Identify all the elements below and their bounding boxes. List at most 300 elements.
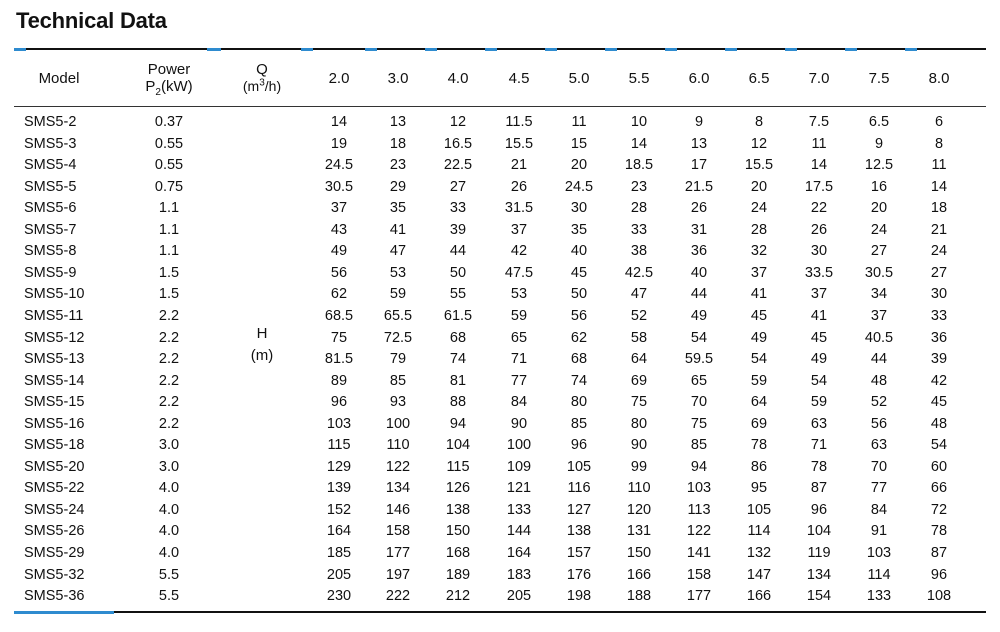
head-value-cell: 11 — [811, 135, 827, 152]
head-value-cell: 56 — [330, 264, 348, 281]
head-value-cell: 77 — [510, 372, 528, 389]
head-value-cell: 16.5 — [443, 135, 473, 152]
header-flow-value: 5.0 — [568, 70, 590, 87]
accent-tick — [365, 48, 377, 51]
head-value-cell: 59 — [810, 394, 828, 411]
model-cell: SMS5-20 — [24, 458, 85, 475]
head-value-cell: 23 — [630, 178, 648, 195]
header-divider — [14, 106, 986, 107]
head-value-cell: 21.5 — [684, 178, 714, 195]
power-cell: 1.5 — [158, 286, 180, 303]
head-value-cell: 189 — [445, 566, 471, 583]
header-flow-unit: $(m^3/h)$ — [242, 77, 282, 94]
page-title: Technical Data — [16, 8, 167, 33]
head-value-cell: 13 — [690, 135, 708, 152]
head-value-cell: 129 — [326, 458, 352, 475]
head-value-cell: 65 — [690, 372, 708, 389]
head-value-cell: 96 — [570, 437, 588, 454]
head-value-cell: 37 — [330, 200, 348, 217]
model-cell: SMS5-29 — [24, 545, 85, 561]
head-value-cell: 103 — [686, 480, 712, 497]
head-value-cell: 36 — [690, 243, 708, 260]
head-value-cell: 28 — [750, 221, 768, 238]
head-value-cell: 26 — [510, 178, 528, 195]
head-value-cell: 10 — [630, 114, 648, 130]
head-value-cell: 100 — [506, 437, 532, 454]
head-value-cell: 14 — [810, 157, 828, 174]
head-value-cell: 205 — [506, 588, 532, 605]
head-value-cell: 72.5 — [383, 329, 413, 346]
head-value-cell: 133 — [506, 501, 532, 518]
model-cell: SMS5-10 — [24, 286, 85, 303]
head-value-cell: 177 — [686, 588, 712, 605]
accent-tick — [845, 48, 857, 51]
head-value-cell: 40.5 — [864, 329, 894, 346]
head-value-cell: 185 — [326, 545, 352, 561]
head-value-cell: 222 — [385, 588, 411, 605]
head-value-cell: 138 — [445, 501, 471, 518]
head-value-cell: 41 — [389, 221, 407, 238]
model-cell: SMS5-24 — [24, 501, 85, 518]
head-value-cell: 85 — [570, 415, 588, 432]
head-value-cell: 54 — [930, 437, 948, 454]
head-value-cell: 50 — [449, 264, 467, 281]
head-value-cell: 164 — [506, 545, 532, 561]
head-value-cell: 105 — [746, 501, 772, 518]
head-value-cell: 18 — [930, 200, 948, 217]
head-value-cell: 104 — [806, 523, 832, 540]
head-value-cell: 197 — [385, 566, 411, 583]
head-value-cell: 81 — [449, 372, 467, 389]
head-value-cell: 66 — [930, 480, 948, 497]
head-value-cell: 81.5 — [324, 351, 354, 368]
head-value-cell: 89 — [330, 372, 348, 389]
head-value-cell: 154 — [806, 588, 832, 605]
head-value-cell: 11.5 — [505, 114, 533, 130]
header-power-unit: $P_2(kW)$ — [145, 78, 193, 98]
head-value-cell: 133 — [866, 588, 892, 605]
head-value-cell: 24.5 — [324, 157, 354, 174]
head-value-cell: 30 — [570, 200, 588, 217]
head-value-cell: 59 — [750, 372, 768, 389]
model-cell: SMS5-15 — [24, 394, 85, 411]
accent-tick — [14, 48, 26, 51]
head-value-cell: 24 — [870, 221, 888, 238]
power-cell: 5.5 — [158, 588, 180, 605]
head-value-cell: 177 — [385, 545, 411, 561]
head-value-cell: 48 — [870, 372, 888, 389]
head-value-cell: 87 — [930, 545, 948, 561]
header-flow-value: 7.5 — [868, 70, 890, 87]
head-value-cell: 6.5 — [868, 114, 890, 130]
head-value-cell: 75 — [630, 394, 648, 411]
power-cell: 0.75 — [154, 178, 184, 195]
head-value-cell: 39 — [930, 351, 948, 368]
power-cell: 2.2 — [158, 372, 180, 389]
head-value-cell: 122 — [385, 458, 411, 475]
head-value-cell: 37 — [750, 264, 768, 281]
head-value-cell: 68 — [449, 329, 467, 346]
model-cell: SMS5-14 — [24, 372, 85, 389]
head-value-cell: 22.5 — [443, 157, 473, 174]
model-cell: SMS5-32 — [24, 566, 85, 583]
head-value-cell: 24 — [750, 200, 768, 217]
head-value-cell: 18.5 — [624, 157, 654, 174]
head-value-cell: 56 — [870, 415, 888, 432]
head-value-cell: 35 — [389, 200, 407, 217]
header-flow-value: 4.0 — [447, 70, 469, 87]
head-value-cell: 94 — [690, 458, 708, 475]
head-value-cell: 230 — [326, 588, 352, 605]
power-cell: 3.0 — [158, 458, 180, 475]
head-value-cell: 29 — [389, 178, 407, 195]
head-value-cell: 42 — [930, 372, 948, 389]
head-value-cell: 12 — [449, 114, 467, 130]
head-value-cell: 14 — [930, 178, 948, 195]
head-value-cell: 104 — [445, 437, 471, 454]
head-value-cell: 27 — [449, 178, 467, 195]
head-value-cell: 164 — [326, 523, 352, 540]
head-value-cell: 15 — [570, 135, 588, 152]
head-value-cell: 95 — [750, 480, 768, 497]
head-value-cell: 100 — [385, 415, 411, 432]
head-value-cell: 21 — [930, 221, 948, 238]
head-value-cell: 30 — [930, 286, 948, 303]
head-value-cell: 58 — [630, 329, 648, 346]
model-cell: SMS5-6 — [24, 200, 77, 217]
head-value-cell: 59.5 — [684, 351, 714, 368]
head-value-cell: 72 — [930, 501, 948, 518]
head-value-cell: 8 — [934, 135, 944, 152]
head-value-cell: 50 — [570, 286, 588, 303]
head-value-cell: 45 — [810, 329, 828, 346]
header-flow-value: 5.5 — [628, 70, 650, 87]
head-value-cell: 60 — [930, 458, 948, 475]
head-value-cell: 158 — [686, 566, 712, 583]
head-value-cell: 49 — [750, 329, 768, 346]
head-value-cell: 12.5 — [864, 157, 894, 174]
power-cell: 1.1 — [158, 221, 180, 238]
head-value-cell: 14 — [630, 135, 648, 152]
head-value-cell: 85 — [389, 372, 407, 389]
head-value-cell: 176 — [566, 566, 592, 583]
head-value-cell: 12 — [750, 135, 768, 152]
head-value-cell: 110 — [627, 480, 651, 497]
header-flow-value: 6.0 — [688, 70, 710, 87]
head-value-cell: 63 — [870, 437, 888, 454]
head-value-cell: 139 — [326, 480, 352, 497]
head-value-cell: 42 — [510, 243, 528, 260]
head-value-cell: 87 — [810, 480, 828, 497]
accent-tick — [425, 48, 437, 51]
head-value-cell: 91 — [870, 523, 888, 540]
head-value-cell: 52 — [630, 307, 648, 324]
head-value-cell: 68.5 — [324, 307, 354, 324]
head-value-cell: 45 — [930, 394, 948, 411]
head-value-cell: 93 — [389, 394, 407, 411]
head-value-cell: 9 — [874, 135, 884, 152]
head-value-cell: 84 — [510, 394, 528, 411]
head-value-cell: 90 — [510, 415, 528, 432]
head-value-cell: 38 — [630, 243, 648, 260]
head-value-cell: 49 — [690, 307, 708, 324]
head-value-cell: 84 — [870, 501, 888, 518]
head-value-cell: 86 — [750, 458, 768, 475]
power-cell: 3.0 — [158, 437, 180, 454]
head-value-cell: 44 — [449, 243, 467, 260]
head-value-cell: 127 — [566, 501, 592, 518]
head-value-cell: 8 — [754, 114, 764, 130]
head-value-cell: 24 — [930, 243, 948, 260]
head-value-cell: 19 — [330, 135, 348, 152]
head-value-cell: 134 — [806, 566, 832, 583]
head-value-cell: 74 — [449, 351, 467, 368]
head-value-cell: 138 — [566, 523, 592, 540]
head-value-cell: 32 — [750, 243, 768, 260]
head-value-cell: 15.5 — [504, 135, 534, 152]
head-value-cell: 70 — [870, 458, 888, 475]
power-cell: 0.37 — [154, 114, 184, 130]
head-label-unit: (m) — [250, 347, 274, 364]
head-value-cell: 150 — [445, 523, 471, 540]
head-value-cell: 69 — [630, 372, 648, 389]
head-value-cell: 94 — [449, 415, 467, 432]
head-value-cell: 183 — [506, 566, 532, 583]
power-cell: 2.2 — [158, 307, 180, 324]
header-flow — [222, 61, 302, 95]
head-value-cell: 45 — [750, 307, 768, 324]
head-value-cell: 212 — [445, 588, 471, 605]
power-cell: 1.1 — [158, 200, 180, 217]
power-cell: 2.2 — [158, 415, 180, 432]
head-value-cell: 79 — [389, 351, 407, 368]
head-value-cell: 35 — [570, 221, 588, 238]
head-value-cell: 75 — [690, 415, 708, 432]
model-cell: SMS5-18 — [24, 437, 85, 454]
header-flow-label: Q — [256, 61, 268, 78]
head-value-cell: 9 — [694, 114, 704, 130]
head-value-cell: 121 — [506, 480, 532, 497]
head-value-cell: 119 — [807, 545, 831, 561]
head-value-cell: 48 — [930, 415, 948, 432]
head-value-cell: 6 — [934, 114, 944, 130]
head-value-cell: 11 — [571, 114, 587, 130]
head-value-cell: 7.5 — [808, 114, 830, 130]
header-power-label: Power — [147, 61, 191, 78]
head-value-cell: 166 — [746, 588, 772, 605]
head-value-cell: 14 — [330, 114, 348, 130]
head-value-cell: 43 — [330, 221, 348, 238]
head-value-cell: 69 — [750, 415, 768, 432]
head-value-cell: 41 — [750, 286, 768, 303]
head-value-cell: 78 — [810, 458, 828, 475]
head-value-cell: 85 — [690, 437, 708, 454]
head-value-cell: 45 — [570, 264, 588, 281]
head-value-cell: 188 — [626, 588, 652, 605]
head-value-cell: 42.5 — [624, 264, 654, 281]
head-value-cell: 68 — [570, 351, 588, 368]
head-value-cell: 147 — [746, 566, 772, 583]
header-power — [128, 61, 210, 98]
head-value-cell: 37 — [510, 221, 528, 238]
head-value-cell: 131 — [626, 523, 652, 540]
head-value-cell: 80 — [630, 415, 648, 432]
head-value-cell: 168 — [445, 545, 471, 561]
head-value-cell: 158 — [385, 523, 411, 540]
table-top-rule — [14, 48, 986, 50]
header-flow-value: 2.0 — [328, 70, 350, 87]
head-value-cell: 141 — [686, 545, 712, 561]
head-value-cell: 33 — [930, 307, 948, 324]
head-value-cell: 47 — [389, 243, 407, 260]
accent-tick — [545, 48, 557, 51]
head-value-cell: 36 — [930, 329, 948, 346]
head-value-cell: 54 — [750, 351, 768, 368]
power-cell: 2.2 — [158, 351, 180, 368]
model-cell: SMS5-2 — [24, 114, 77, 130]
head-value-cell: 88 — [449, 394, 467, 411]
head-value-cell: 74 — [570, 372, 588, 389]
head-value-cell: 166 — [626, 566, 652, 583]
head-label — [222, 325, 302, 364]
head-value-cell: 17 — [690, 157, 708, 174]
head-label-text: H — [256, 325, 268, 342]
head-value-cell: 33 — [630, 221, 648, 238]
head-value-cell: 132 — [746, 545, 772, 561]
head-value-cell: 114 — [747, 523, 771, 540]
power-cell: 4.0 — [158, 480, 180, 497]
accent-tick — [207, 48, 221, 51]
head-value-cell: 64 — [750, 394, 768, 411]
head-value-cell: 27 — [930, 264, 948, 281]
head-value-cell: 27 — [870, 243, 888, 260]
accent-tick — [485, 48, 497, 51]
accent-tick — [905, 48, 917, 51]
head-value-cell: 33.5 — [804, 264, 834, 281]
head-value-cell: 77 — [870, 480, 888, 497]
accent-tick — [605, 48, 617, 51]
model-cell: SMS5-12 — [24, 329, 85, 346]
head-value-cell: 78 — [930, 523, 948, 540]
head-value-cell: 30.5 — [864, 264, 894, 281]
head-value-cell: 20 — [570, 157, 588, 174]
model-cell: SMS5-4 — [24, 157, 77, 174]
head-value-cell: 28 — [630, 200, 648, 217]
head-value-cell: 126 — [445, 480, 471, 497]
head-value-cell: 41 — [810, 307, 828, 324]
head-value-cell: 134 — [385, 480, 411, 497]
head-value-cell: 103 — [326, 415, 352, 432]
head-value-cell: 122 — [686, 523, 712, 540]
head-value-cell: 49 — [330, 243, 348, 260]
model-cell: SMS5-9 — [24, 264, 77, 281]
header-flow-value: 7.0 — [808, 70, 830, 87]
power-cell: 0.55 — [154, 135, 184, 152]
head-value-cell: 65.5 — [383, 307, 413, 324]
head-value-cell: 39 — [449, 221, 467, 238]
head-value-cell: 47 — [630, 286, 648, 303]
head-value-cell: 62 — [330, 286, 348, 303]
head-value-cell: 103 — [866, 545, 892, 561]
head-value-cell: 198 — [566, 588, 592, 605]
head-value-cell: 56 — [570, 307, 588, 324]
head-value-cell: 71 — [810, 437, 828, 454]
head-value-cell: 15.5 — [744, 157, 774, 174]
head-value-cell: 115 — [446, 458, 470, 475]
model-cell: SMS5-16 — [24, 415, 85, 432]
power-cell: 4.0 — [158, 523, 180, 540]
head-value-cell: 18 — [389, 135, 407, 152]
head-value-cell: 26 — [810, 221, 828, 238]
head-value-cell: 120 — [626, 501, 652, 518]
head-value-cell: 55 — [449, 286, 467, 303]
header-flow-value: 8.0 — [928, 70, 950, 87]
head-value-cell: 20 — [870, 200, 888, 217]
head-value-cell: 49 — [810, 351, 828, 368]
power-cell: 1.1 — [158, 243, 180, 260]
head-value-cell: 90 — [630, 437, 648, 454]
model-cell: SMS5-22 — [24, 480, 85, 497]
head-value-cell: 116 — [567, 480, 591, 497]
head-value-cell: 52 — [870, 394, 888, 411]
header-flow-value: 3.0 — [387, 70, 409, 87]
head-value-cell: 64 — [630, 351, 648, 368]
head-value-cell: 78 — [750, 437, 768, 454]
head-value-cell: 47.5 — [504, 264, 534, 281]
head-value-cell: 108 — [926, 588, 952, 605]
head-value-cell: 71 — [510, 351, 528, 368]
power-cell: 4.0 — [158, 501, 180, 518]
head-value-cell: 70 — [690, 394, 708, 411]
power-cell: 2.2 — [158, 394, 180, 411]
head-value-cell: 44 — [690, 286, 708, 303]
head-value-cell: 152 — [326, 501, 352, 518]
head-value-cell: 115 — [327, 437, 351, 454]
power-cell: 1.5 — [158, 264, 180, 281]
accent-tick — [665, 48, 677, 51]
power-cell: 2.2 — [158, 329, 180, 346]
accent-tick — [301, 48, 313, 51]
head-value-cell: 16 — [870, 178, 888, 195]
head-value-cell: 37 — [810, 286, 828, 303]
head-value-cell: 33 — [449, 200, 467, 217]
header-flow-value: 4.5 — [508, 70, 530, 87]
head-value-cell: 65 — [510, 329, 528, 346]
head-value-cell: 62 — [570, 329, 588, 346]
head-value-cell: 146 — [385, 501, 411, 518]
head-value-cell: 21 — [510, 157, 528, 174]
head-value-cell: 31 — [690, 221, 708, 238]
power-cell: 0.55 — [154, 157, 184, 174]
head-value-cell: 205 — [326, 566, 352, 583]
head-value-cell: 96 — [930, 566, 948, 583]
head-value-cell: 23 — [389, 157, 407, 174]
model-cell: SMS5-8 — [24, 243, 77, 260]
head-value-cell: 109 — [506, 458, 532, 475]
head-value-cell: 54 — [810, 372, 828, 389]
head-value-cell: 31.5 — [504, 200, 534, 217]
power-cell: 4.0 — [158, 545, 180, 561]
accent-tick — [785, 48, 797, 51]
model-cell: SMS5-11 — [24, 307, 84, 324]
head-value-cell: 61.5 — [443, 307, 473, 324]
head-value-cell: 24.5 — [564, 178, 594, 195]
head-value-cell: 40 — [690, 264, 708, 281]
head-value-cell: 30.5 — [324, 178, 354, 195]
head-value-cell: 114 — [867, 566, 891, 583]
head-value-cell: 11 — [931, 157, 947, 174]
header-flow-value: 6.5 — [748, 70, 770, 87]
